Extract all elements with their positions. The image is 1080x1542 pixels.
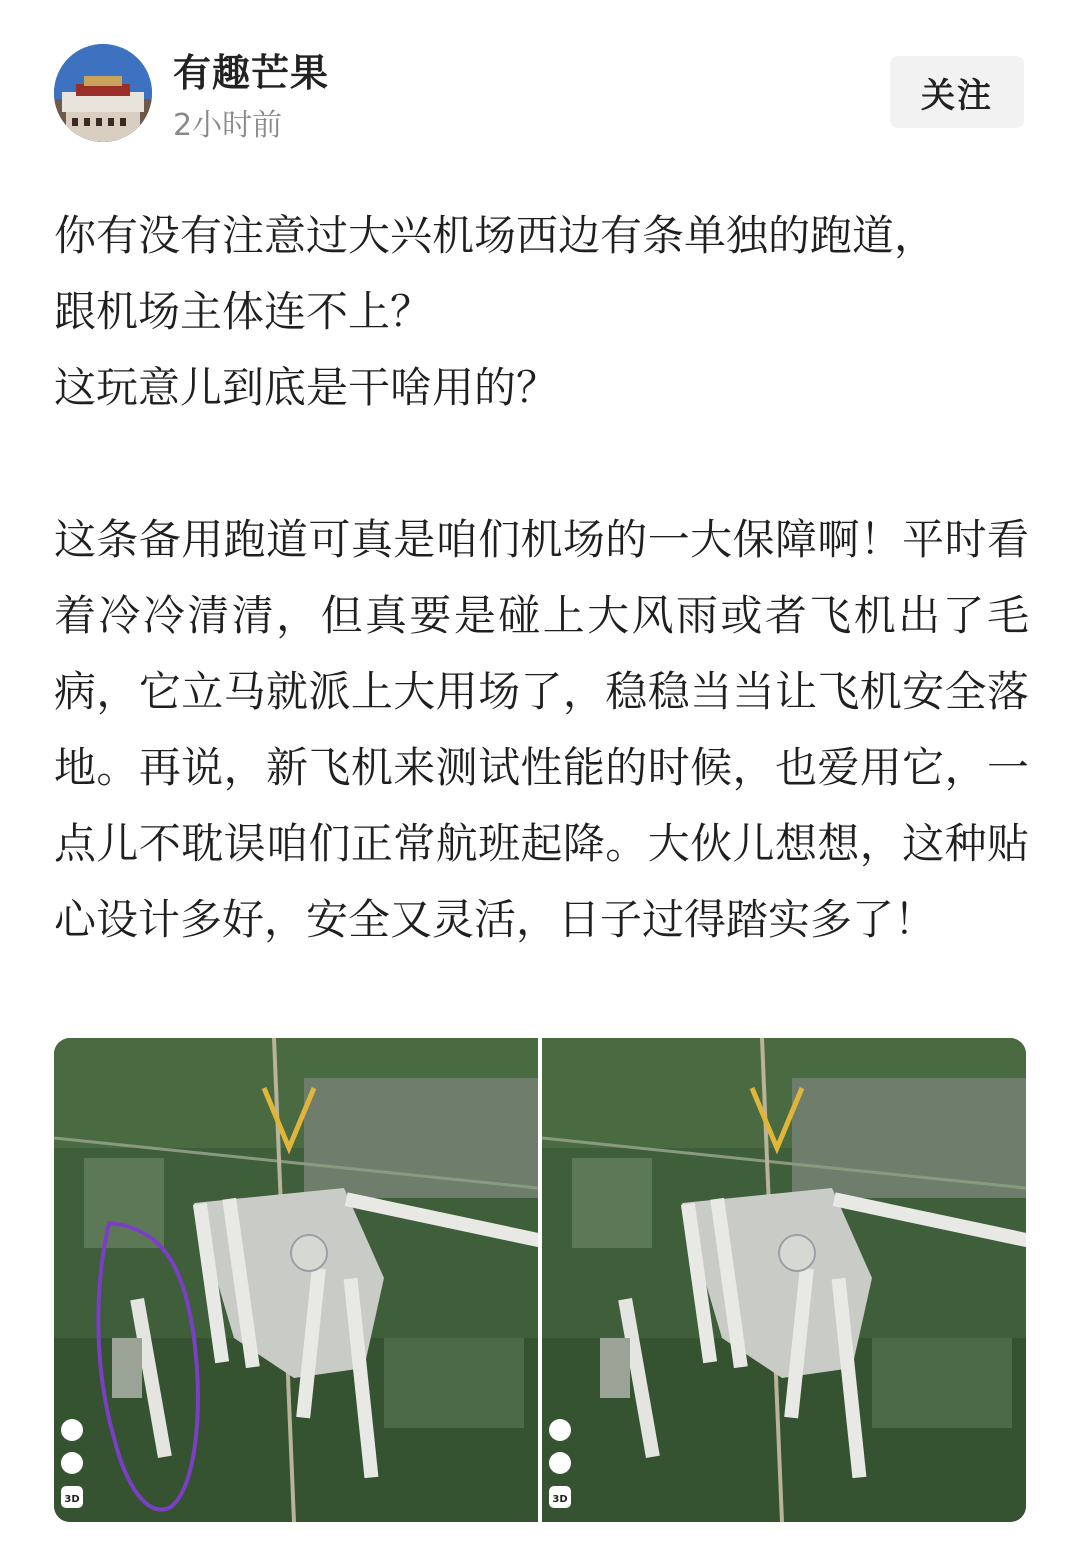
map-3d-button[interactable]: 3D <box>64 1494 80 1505</box>
avatar-image <box>54 44 152 142</box>
post-text <box>54 198 1029 958</box>
answer-paragraph: 这条备用跑道可真是咱们机场的一大保障啊！平时看着冷冷清清，但真要是碰上大风雨或者飞机出了毛病，它立马就派上大用场了，稳稳当当让飞机安全落地。再说，新飞机来测试性能的时候，也爱用它，一点儿不耽误咱们正常航班起降。大伙儿想想，这种贴心设计多好，安全又灵活，日子过得踏实多了！ <box>54 515 1029 944</box>
airport-map-svg <box>54 1038 538 1522</box>
satellite-map-annotated[interactable] <box>54 1038 538 1522</box>
author-name[interactable]: 有趣芒果 <box>173 51 330 95</box>
post-header <box>0 0 1080 160</box>
satellite-map-plain[interactable] <box>542 1038 1026 1522</box>
question-line-2: 跟机场主体连不上？ <box>54 287 433 336</box>
avatar[interactable] <box>54 44 152 142</box>
post-images <box>54 1038 1026 1522</box>
post-timestamp: 2小时前 <box>173 108 283 143</box>
airport-map-svg <box>542 1038 1026 1522</box>
map-3d-button[interactable]: 3D <box>552 1494 568 1505</box>
paragraph-gap <box>54 426 1029 502</box>
follow-button[interactable]: 关注 <box>890 56 1024 128</box>
question-line-1: 你有没有注意过大兴机场西边有条单独的跑道， <box>54 211 937 260</box>
question-line-3: 这玩意儿到底是干啥用的？ <box>54 363 559 412</box>
